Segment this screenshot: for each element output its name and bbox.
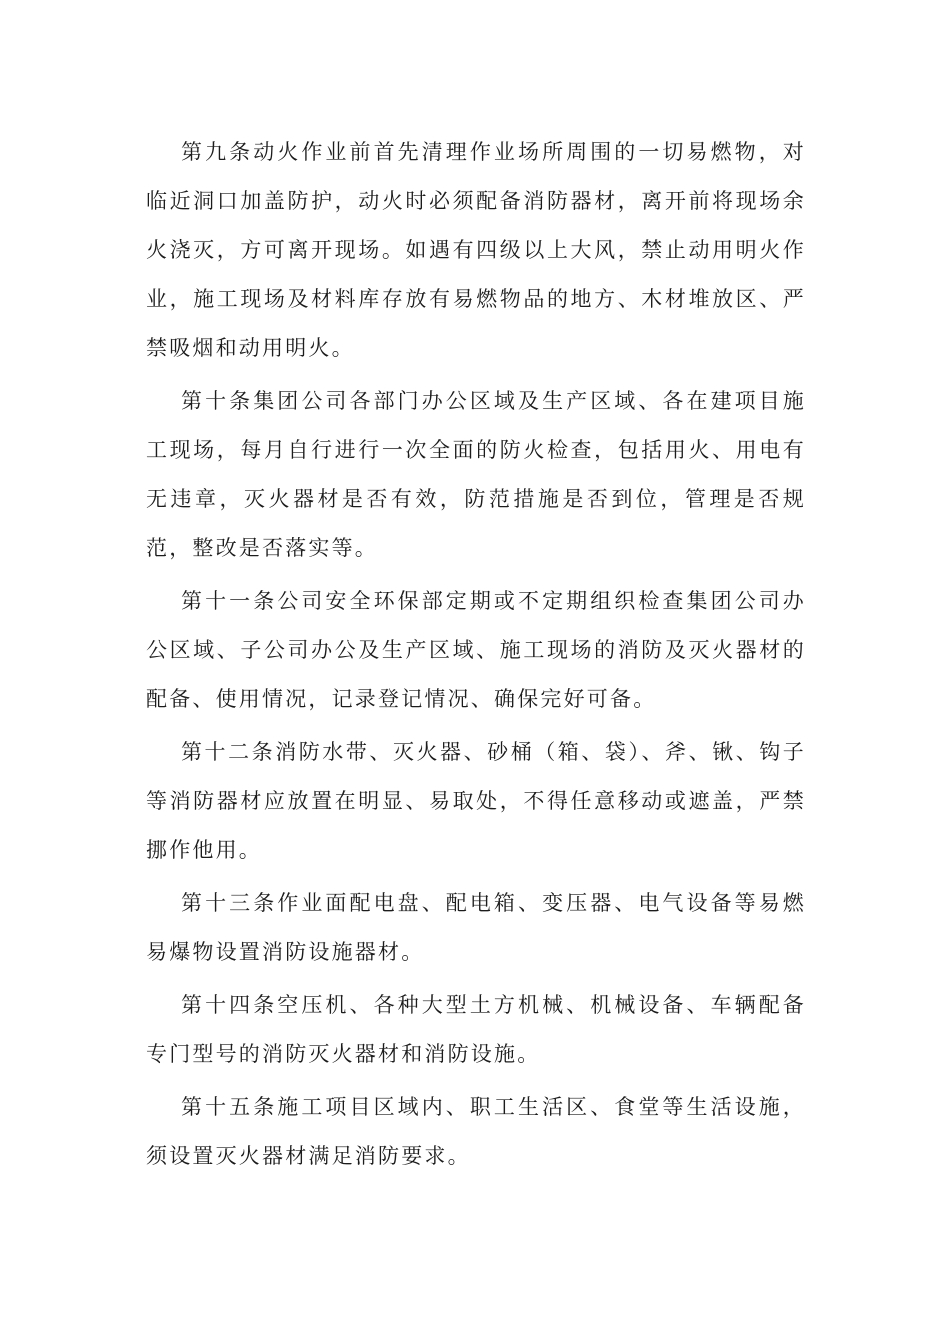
article-10-paragraph: 第十条集团公司各部门办公区域及生产区域、各在建项目施工现场，每月自行进行一次全面的防火检查，包括用火、用电有无违章，灭火器材是否有效，防范措施是否到位，管理是否规范，整改是否落实等。	[146, 389, 806, 560]
document-body	[146, 128, 806, 1185]
article-11-paragraph: 第十一条公司安全环保部定期或不定期组织检查集团公司办公区域、子公司办公及生产区域、施工现场的消防及灭火器材的配备、使用情况，记录登记情况、确保完好可备。	[146, 589, 806, 711]
article-9-paragraph: 第九条动火作业前首先清理作业场所周围的一切易燃物，对临近洞口加盖防护，动火时必须配备消防器材，离开前将现场余火浇灭，方可离开现场。如遇有四级以上大风，禁止动用明火作业，施工现场及材料库存放有易燃物品的地方、木材堆放区、严禁吸烟和动用明火。	[146, 140, 806, 360]
article-14-paragraph: 第十四条空压机、各种大型土方机械、机械设备、车辆配备专门型号的消防灭火器材和消防设施。	[146, 993, 806, 1066]
article-12-paragraph: 第十二条消防水带、灭火器、砂桶（箱、袋）、斧、锹、钩子等消防器材应放置在明显、易取处，不得任意移动或遮盖，严禁挪作他用。	[146, 740, 806, 862]
article-15-paragraph: 第十五条施工项目区域内、职工生活区、食堂等生活设施，须设置灭火器材满足消防要求。	[146, 1095, 806, 1168]
article-13-paragraph: 第十三条作业面配电盘、配电箱、变压器、电气设备等易燃易爆物设置消防设施器材。	[146, 891, 806, 964]
